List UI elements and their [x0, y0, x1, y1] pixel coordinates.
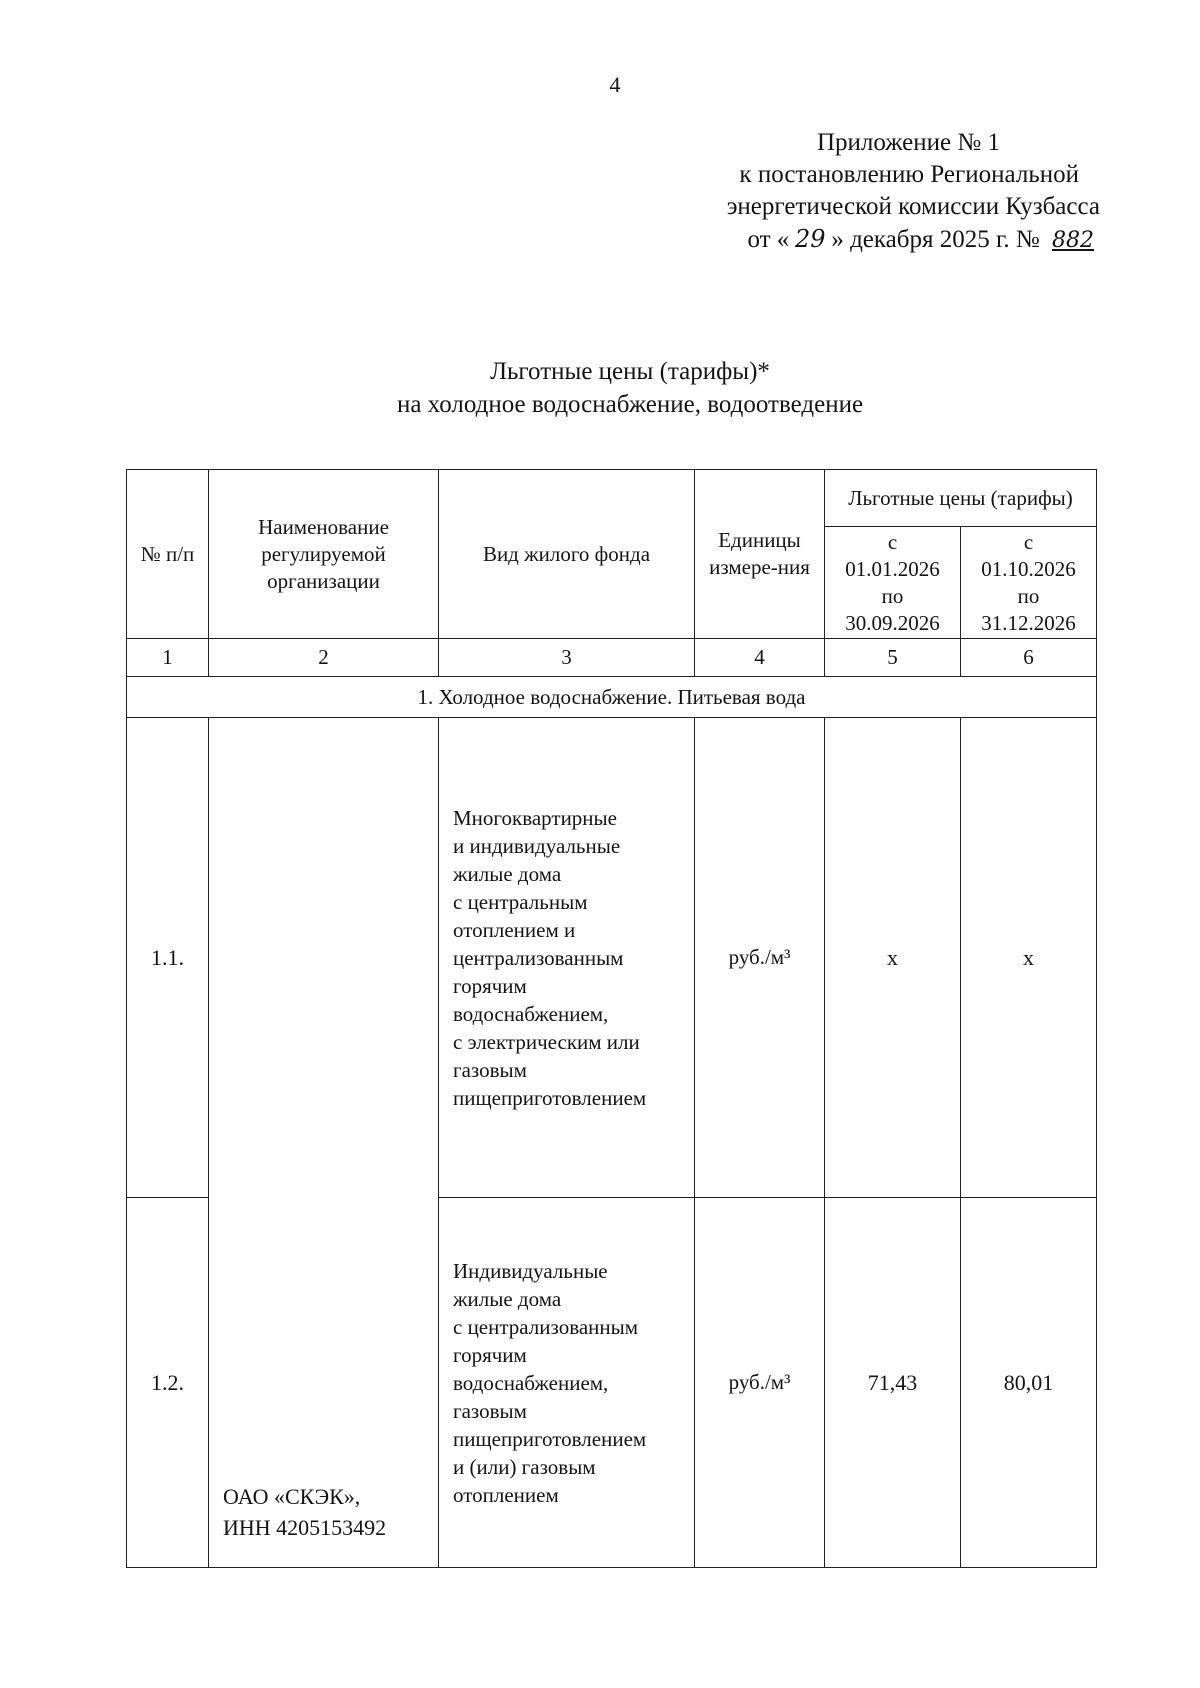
- period-2-start: 01.10.2026: [981, 556, 1076, 581]
- document-title: [0, 355, 1200, 421]
- period-1-from-label: с: [887, 529, 898, 554]
- handwritten-day: 29: [795, 225, 826, 253]
- header-housing-type: Вид жилого фонда: [439, 470, 695, 639]
- tariff-table: [126, 469, 1097, 1568]
- housing-type-line: газовым: [453, 1398, 527, 1423]
- table-row: [127, 718, 1097, 1198]
- row-number: 1.1.: [127, 718, 209, 1198]
- housing-type-line: горячим: [453, 973, 527, 998]
- section-row: [127, 677, 1097, 718]
- header-prices: Льготные цены (тарифы): [825, 470, 1097, 527]
- period-1-end: 30.09.2026: [845, 610, 940, 635]
- appendix-resolution: к постановлению Региональной: [739, 161, 1079, 188]
- appendix-block: [540, 127, 1100, 257]
- period-1-to-label: по: [881, 583, 904, 608]
- header-organization: Наименование регулируемой организации: [209, 470, 439, 639]
- period-2-end: 31.12.2026: [981, 610, 1076, 635]
- section-title: 1. Холодное водоснабжение. Питьевая вода: [127, 677, 1097, 718]
- unit-cell: руб./м³: [695, 1198, 825, 1568]
- organization-inn: ИНН 4205153492: [223, 1515, 387, 1540]
- header-row-1: [127, 470, 1097, 527]
- housing-type-line: газовым: [453, 1057, 527, 1082]
- handwritten-document-number: 882: [1052, 228, 1094, 253]
- header-num: № п/п: [127, 470, 209, 639]
- price-period-1: x: [825, 718, 961, 1198]
- title-line-1: Льготные цены (тарифы)*: [490, 358, 770, 385]
- column-number: 1: [127, 639, 209, 677]
- header-unit: Единицы измере-ния: [695, 470, 825, 639]
- housing-type-line: Индивидуальные: [453, 1258, 608, 1283]
- period-2-from-label: с: [1023, 529, 1034, 554]
- appendix-date-line: [540, 223, 1100, 257]
- column-number: 2: [209, 639, 439, 677]
- housing-type-cell: [439, 1198, 695, 1568]
- period-2-to-label: по: [1017, 583, 1040, 608]
- header-period-2: [961, 527, 1097, 639]
- housing-type-line: отоплением: [453, 1482, 559, 1507]
- price-period-2: x: [961, 718, 1097, 1198]
- column-number: 4: [695, 639, 825, 677]
- column-number-row: [127, 639, 1097, 677]
- period-1-start: 01.01.2026: [845, 556, 940, 581]
- date-prefix: от «: [747, 226, 790, 253]
- page-number: 4: [609, 72, 621, 97]
- housing-type-line: с центральным: [453, 889, 588, 914]
- price-period-2: 80,01: [961, 1198, 1097, 1568]
- housing-type-line: и (или) газовым: [453, 1454, 596, 1479]
- housing-type-cell: [439, 718, 695, 1198]
- organization-text: [223, 1481, 438, 1543]
- housing-type-line: горячим: [453, 1342, 527, 1367]
- appendix-title: Приложение № 1: [816, 129, 1000, 156]
- housing-type-line: жилые дома: [453, 861, 562, 886]
- housing-type-line: отоплением и: [453, 917, 576, 942]
- housing-type-line: Многоквартирные: [453, 805, 617, 830]
- organization-name: ОАО «СКЭК»,: [223, 1484, 361, 1509]
- appendix-commission: энергетической комиссии Кузбасса: [726, 193, 1100, 220]
- housing-type-line: водоснабжением,: [453, 1370, 609, 1395]
- housing-type-line: и индивидуальные: [453, 833, 621, 858]
- column-number: 3: [439, 639, 695, 677]
- housing-type-line: централизованным: [453, 945, 624, 970]
- header-period-1: [825, 527, 961, 639]
- housing-type-line: водоснабжением,: [453, 1001, 609, 1026]
- housing-type-line: жилые дома: [453, 1286, 562, 1311]
- date-middle: » декабря 2025 г. №: [831, 226, 1040, 253]
- housing-type-line: пищеприготовлением: [453, 1426, 647, 1451]
- unit-cell: руб./м³: [695, 718, 825, 1198]
- price-period-1: 71,43: [825, 1198, 961, 1568]
- housing-type-line: с электрическим или: [453, 1029, 640, 1054]
- housing-type-line: с централизованным: [453, 1314, 639, 1339]
- organization-cell: [209, 718, 439, 1568]
- row-number: 1.2.: [127, 1198, 209, 1568]
- housing-type-line: пищеприготовлением: [453, 1085, 647, 1110]
- column-number: 5: [825, 639, 961, 677]
- column-number: 6: [961, 639, 1097, 677]
- title-line-2: на холодное водоснабжение, водоотведение: [396, 391, 864, 418]
